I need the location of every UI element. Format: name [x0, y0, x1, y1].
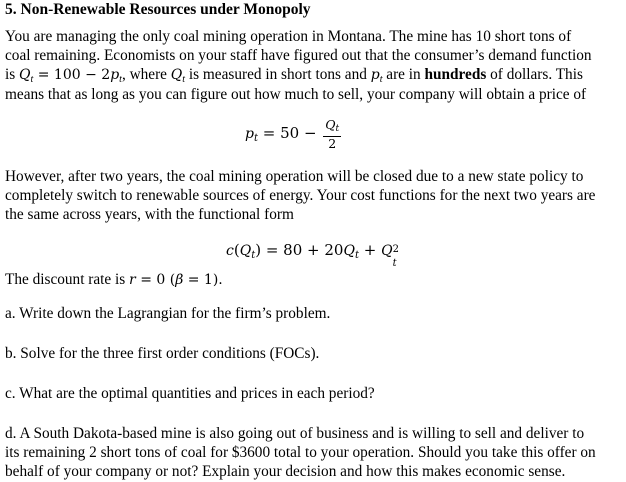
discount-tail: = 1).: [183, 272, 223, 288]
question-d-line-2: its remaining 2 short tons of coal for $3600 total to your operation. Should you take this offer on: [5, 444, 596, 462]
cost-Q-sub: t: [251, 250, 256, 261]
math-Q: Q: [19, 67, 31, 84]
intro-paragraph: [5, 27, 621, 104]
text-tail: of dollars. This: [486, 66, 583, 84]
numerator-Q: Q: [325, 117, 336, 132]
policy-line-3: the same across years, with the functional form: [5, 206, 294, 224]
text-measured: is measured in short tons and: [185, 66, 371, 84]
cost-Q-2: Q: [343, 243, 355, 259]
text-hundreds: hundreds: [424, 66, 487, 84]
math-p: p: [110, 67, 120, 84]
intro-line-4: means that as long as you can figure out how much to sell, your company will obtain a price of: [5, 85, 587, 103]
text-are-in: are in: [382, 66, 425, 84]
question-a: a. Write down the Lagrangian for the firm’s problem.: [5, 305, 331, 322]
cost-Q-sub-3: t: [392, 258, 397, 269]
intro-line-1: You are managing the only coal mining operation in Montana. The mine has 10 short tons of: [5, 28, 572, 45]
math-p-2: p: [370, 67, 380, 84]
numerator-sub: t: [335, 124, 340, 134]
policy-paragraph: [5, 167, 621, 225]
fraction-numerator: [323, 118, 341, 136]
question-d-line-3: behalf of your company or not? Explain your decision and how this makes economic sense.: [5, 463, 566, 481]
cost-sup: 2: [392, 244, 399, 255]
math-sub-t-3: t: [182, 74, 186, 86]
intro-line-3: [5, 65, 621, 84]
cost-Q-3: Q: [381, 243, 393, 259]
math-sub-t: t: [30, 74, 34, 86]
text-is: is: [5, 66, 20, 84]
math-sub-t-4: t: [379, 74, 383, 86]
cost-c: c: [226, 243, 234, 259]
cost-Q-sub-2: t: [354, 250, 359, 261]
math-demand-eq: = 100 − 2: [33, 67, 111, 84]
math-sub-t-2: t: [119, 74, 122, 86]
cost-mid: ) = 80 + 20: [255, 241, 344, 259]
cost-paren: (: [233, 241, 240, 259]
price-equation: [245, 118, 341, 150]
question-d-line-1: d. A South Dakota-based mine is also going out of business and is willing to sell and deliver to: [5, 425, 585, 442]
discount-rate-line: [5, 270, 223, 290]
math-Q-2: Q: [170, 67, 183, 84]
cost-equation: [226, 241, 401, 269]
text-where: , where: [121, 66, 171, 84]
discount-eq: = 0 (: [135, 272, 176, 288]
price-lhs-sub: t: [253, 133, 258, 144]
math-beta: β: [175, 272, 184, 288]
problem-title: 5. Non-Renewable Resources under Monopoly: [5, 1, 311, 18]
fraction-denominator: 2: [328, 136, 337, 151]
question-c: c. What are the optimal quantities and prices in each period?: [5, 385, 375, 402]
policy-line-1: However, after two years, the coal mining operation will be closed due to a new state policy to: [5, 168, 584, 185]
price-eq-mid: = 50 −: [258, 124, 322, 142]
policy-line-2: completely switch to renewable sources of energy. Your cost functions for the next two years are: [5, 187, 596, 205]
cost-Q: Q: [239, 243, 252, 259]
question-d: [5, 424, 621, 482]
discount-text: The discount rate is: [5, 271, 130, 288]
intro-line-2: coal remaining. Economists on your staff have figured out that the consumer’s demand function: [5, 47, 592, 65]
price-fraction: [323, 118, 341, 150]
price-lhs: p: [245, 126, 254, 142]
math-r: r: [129, 272, 136, 288]
cost-plus: +: [358, 241, 382, 259]
question-b: b. Solve for the three first order conditions (FOCs).: [5, 345, 320, 362]
